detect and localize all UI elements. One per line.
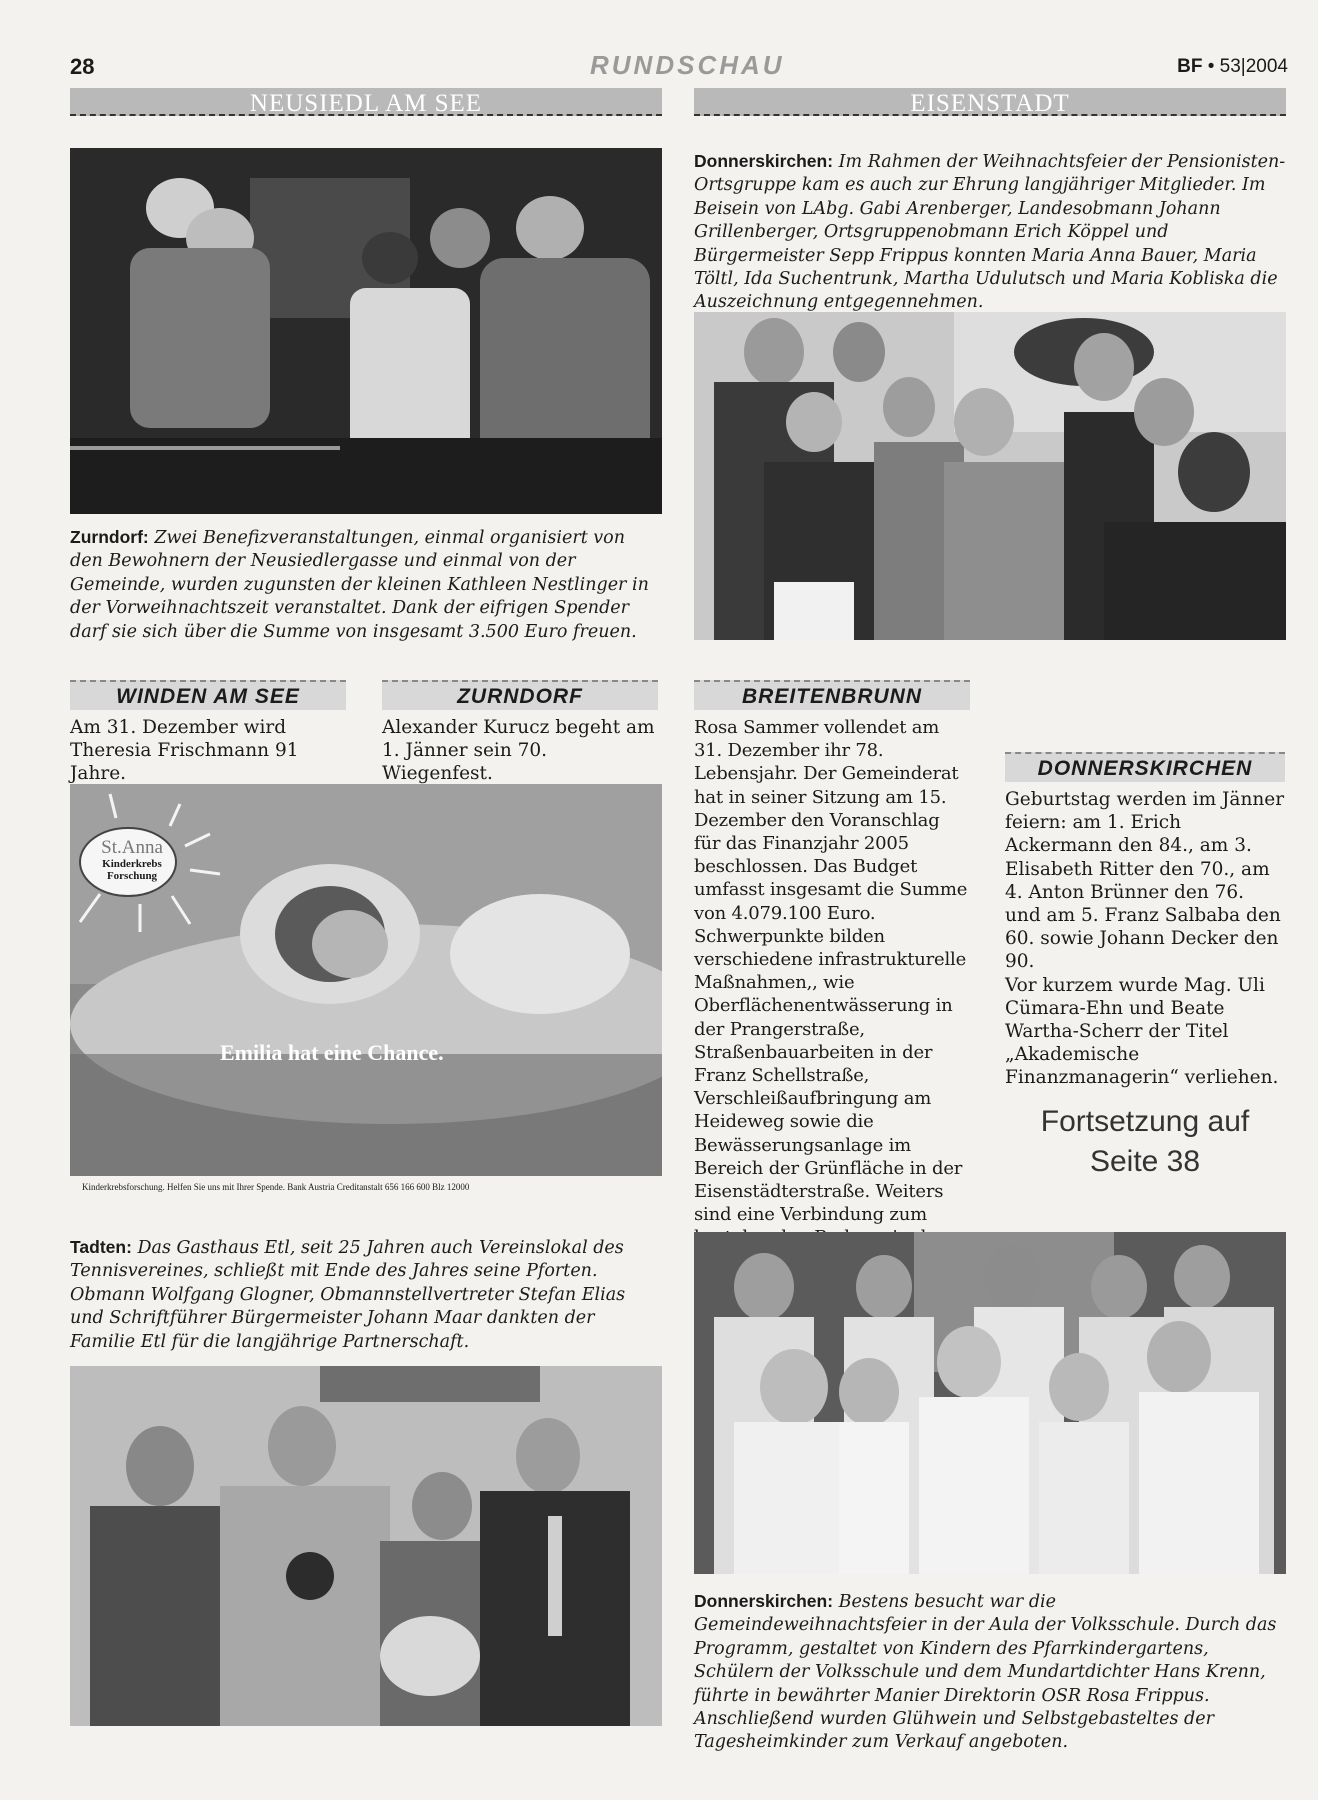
publication-masthead: RUNDSCHAU xyxy=(590,50,785,80)
section-bar-left: NEUSIEDL AM SEE xyxy=(70,88,662,116)
news-header-zurndorf: ZURNDORF xyxy=(382,680,658,710)
ad-logo-name: St.Anna xyxy=(101,837,163,858)
advertisement-st-anna xyxy=(70,784,662,1206)
photo-children-wagon xyxy=(70,148,662,514)
issue-separator: • xyxy=(1207,56,1215,77)
page-number: 28 xyxy=(70,54,95,79)
ad-slogan: Emilia hat eine Chance. xyxy=(220,1040,444,1065)
news-text-birthdays: Geburtstag werden im Jänner feiern: am 1. Erich Ackermann den 84., am 3. Elisabeth Ritter den 70., am 4. Anton Brünner den 76. und am 5. Franz Salbaba den 60. sowie Johann Decker den 90. xyxy=(1005,789,1285,973)
photo-tadten-group xyxy=(70,1366,662,1726)
news-text-donnerskirchen xyxy=(1005,788,1285,1090)
continuation-line-2: Seite 38 xyxy=(1089,1145,1201,1178)
caption-text: Das Gasthaus Etl, seit 25 Jahren auch Vereinslokal des Tennisvereines, schließt mit Ende des Jahres seine Pforten. Obmann Wolfgang Glogner, Obmannstellvertreter Stefan Elias und Schriftführer Bürgermeister Johann Maar dankten der Familie Etl für die langjährige Partnerschaft. xyxy=(70,1238,626,1352)
news-text-titles: Vor kurzem wurde Mag. Uli Cümara-Ehn und Beate Wartha-Scherr der Titel „Akademische Finanzmanagerin“ verliehen. xyxy=(1005,974,1279,1089)
issue-info xyxy=(1177,56,1288,78)
caption-place: Donnerskirchen: xyxy=(694,1591,834,1611)
news-text-zurndorf: Alexander Kurucz begeht am 1. Jänner sein 70. Wiegenfest. xyxy=(382,717,655,785)
caption-text: Im Rahmen der Weihnachtsfeier der Pensionisten-Ortsgruppe kam es auch zur Ehrung langjähriger Mitglieder. Im Beisein von LAbg. Gabi Arenberger, Landesobmann Johann Grillenberger, Ortsgruppenobmann Erich Köppel und Bürgermeister Sepp Frippus konnten Maria Anna Bauer, Maria Töltl, Ida Suchentrunk, Martha Udulutsch und Maria Kobliska die Auszeichnung entgegennehmen. xyxy=(694,152,1286,313)
caption-tadten xyxy=(70,1236,662,1354)
caption-donnerskirchen-1 xyxy=(694,150,1286,315)
issue-prefix: BF xyxy=(1177,56,1203,77)
news-text-breitenbrunn: Rosa Sammer vollendet am 31. Dezember ihr 78. Lebensjahr. Der Gemeinderat hat in seiner Sitzung am 15. Dezember den Voranschlag für das Finanzjahr 2005 beschlossen. Das Budget umfasst insgesamt die Summe von 4.079.100 Euro. Schwerpunkte bilden verschiedene infrastrukturelle Maßnahmen,, wie Oberflächenentwässerung in der Prangerstraße, Straßenbauarbeiten in der Franz Schellstraße, Verschleißaufbringung am Heideweg sowie die Bewässerungsanlage im Bereich der Grünfläche in der Eisenstädterstraße. Weiters sind eine Verbindung zum xyxy=(694,717,968,1226)
photo-pensioners xyxy=(694,312,1286,640)
caption-zurndorf xyxy=(70,526,662,644)
caption-text: Zwei Benefizveranstaltungen, einmal organisiert von den Bewohnern der Neusiedlergasse und einmal von der Gemeinde, wurden zugunsten der kleinen Kathleen Nestlinger in der Vorweihnachtszeit veranstaltet. Dank der eifrigen Spender darf sie sich über die Summe von insgesamt 3.500 Euro freuen. xyxy=(70,528,649,642)
news-header-breitenbrunn: BREITENBRUNN xyxy=(694,680,970,710)
caption-text: Bestens besucht war die Gemeindeweihnachtsfeier in der Aula der Volksschule. Durch das Programm, gestaltet von Kindern des Pfarrkindergartens, Schülern der Volksschule und dem Mundartdichter Hans Krenn, führte in bewährter Manier Direktorin OSR Rosa Frippus. Anschließend wurden Glühwein und Selbstgebasteltes der Tagesheimkinder zum Verkauf angeboten. xyxy=(694,1592,1277,1753)
caption-place: Donnerskirchen: xyxy=(694,151,834,171)
continuation-line-1: Fortsetzung auf xyxy=(1040,1105,1250,1138)
ad-logo-line-2: Kinderkrebs xyxy=(102,858,162,870)
section-bar-right: EISENSTADT xyxy=(694,88,1286,116)
news-header-winden: WINDEN AM SEE xyxy=(70,680,346,710)
ad-logo-line-3: Forschung xyxy=(106,870,158,882)
caption-donnerskirchen-2 xyxy=(694,1590,1286,1755)
caption-place: Tadten: xyxy=(70,1237,132,1257)
issue-number: 53|2004 xyxy=(1219,56,1288,77)
photo-school-children xyxy=(694,1232,1286,1574)
news-header-donnerskirchen: DONNERSKIRCHEN xyxy=(1005,752,1285,782)
ad-footer-text: Kinderkrebsforschung. Helfen Sie uns mit Ihrer Spende. Bank Austria Creditanstalt 656 166 600 Blz 12000 xyxy=(82,1182,470,1192)
caption-place: Zurndorf: xyxy=(70,527,149,547)
news-text-winden: Am 31. Dezember wird Theresia Frischmann 91 Jahre. xyxy=(70,717,299,785)
continuation-note xyxy=(1005,1102,1285,1182)
